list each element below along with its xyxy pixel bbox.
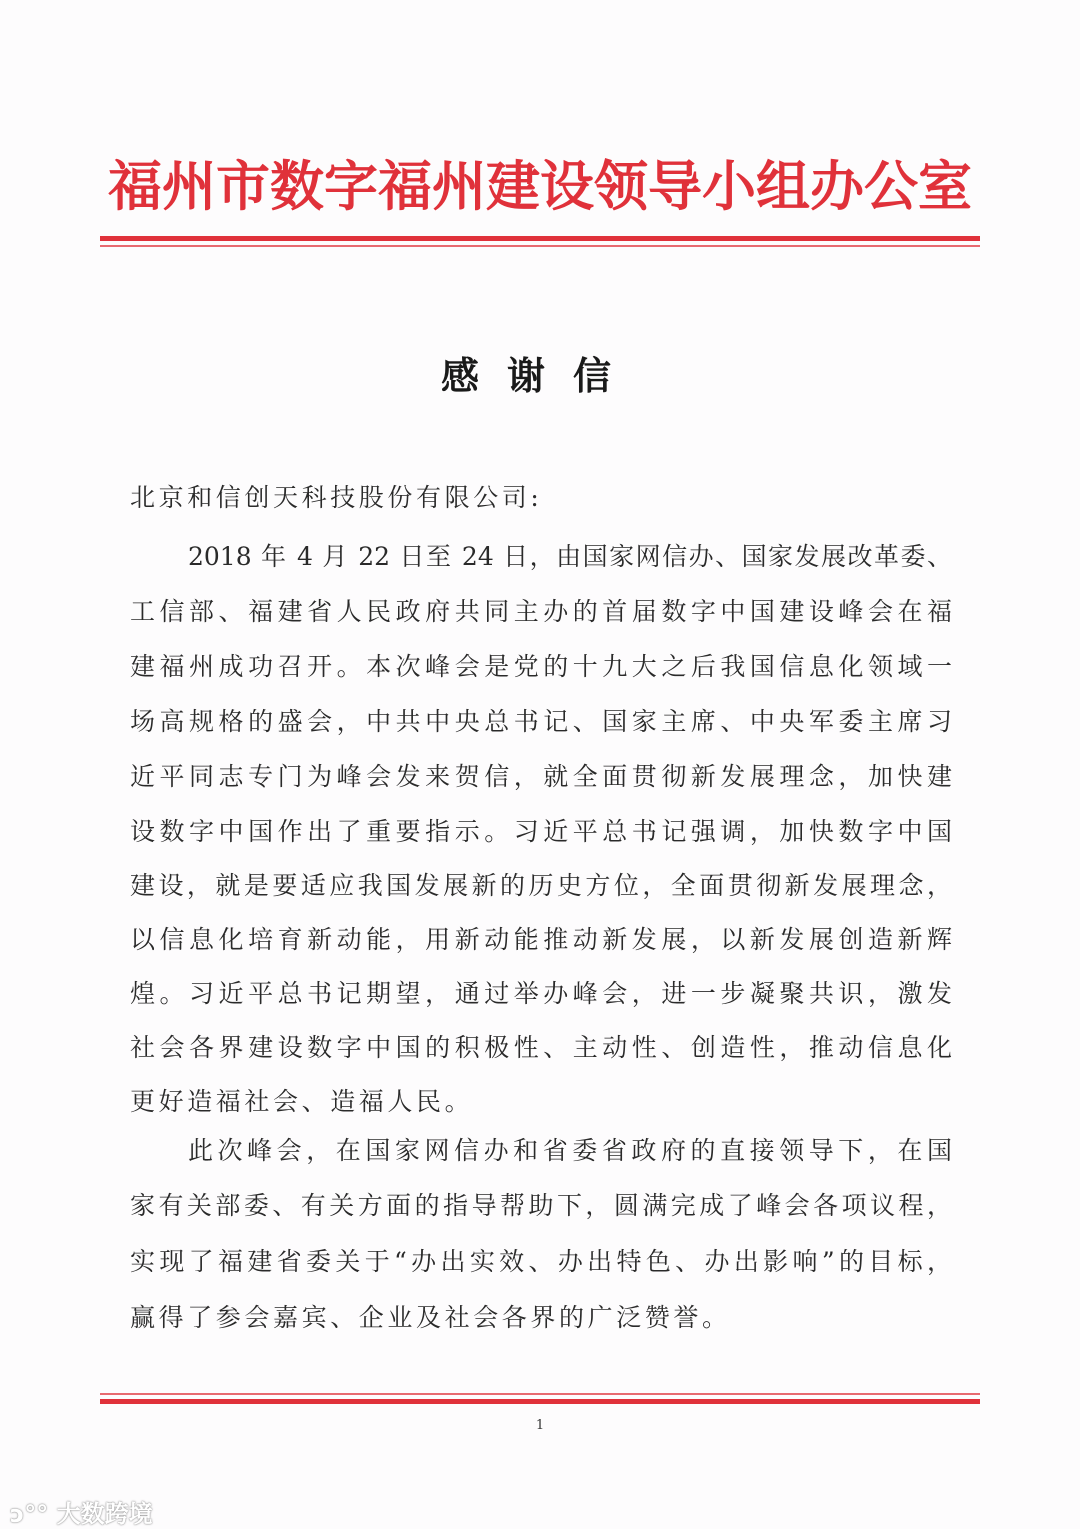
watermark-logo [10, 1494, 153, 1529]
logo-icon: ↄ°° [10, 1500, 57, 1528]
body-line: 场高规格的盛会，中共中央总书记、国家主席、中央军委主席习 [130, 707, 952, 736]
salutation: 北京和信创天科技股份有限公司: [130, 483, 543, 512]
page-number: 1 [535, 1418, 545, 1433]
body-line: 赢得了参会嘉宾、企业及社会各界的广泛赞誉。 [130, 1303, 731, 1332]
watermark-text: 大数跨境 [56, 1500, 153, 1528]
letterhead: 福州市数字福州建设领导小组办公室 [108, 154, 972, 218]
body-line: 更好造福社会、造福人民。 [130, 1087, 474, 1116]
body-line: 建设，就是要适应我国发展新的历史方位，全面贯彻新发展理念， [130, 871, 952, 900]
letter-title: 感谢信 [440, 353, 639, 398]
footer-rule-thin [100, 1393, 980, 1395]
body-line: 家有关部委、有关方面的指导帮助下，圆满完成了峰会各项议程， [130, 1191, 952, 1220]
body-line: 实现了福建省委关于“办出实效、办出特色、办出影响”的目标， [130, 1247, 952, 1276]
body-line: 近平同志专门为峰会发来贺信，就全面贯彻新发展理念，加快建 [130, 762, 952, 791]
body-line: 社会各界建设数字中国的积极性、主动性、创造性，推动信息化 [130, 1033, 952, 1062]
body-line: 工信部、福建省人民政府共同主办的首届数字中国建设峰会在福 [130, 597, 952, 626]
body-line: 建福州成功召开。本次峰会是党的十九大之后我国信息化领域一 [130, 652, 952, 681]
letterhead-rule-thin [100, 245, 980, 247]
letterhead-rule-thick [100, 236, 980, 241]
body-line: 煌。习近平总书记期望，通过举办峰会，进一步凝聚共识，激发 [130, 979, 952, 1008]
body-line: 此次峰会，在国家网信办和省委省政府的直接领导下，在国 [188, 1136, 952, 1165]
body-line: 以信息化培育新动能，用新动能推动新发展，以新发展创造新辉 [130, 925, 952, 954]
footer-rule-thick [100, 1399, 980, 1404]
body-line: 设数字中国作出了重要指示。习近平总书记强调，加快数字中国 [130, 817, 952, 846]
body-line: 2018 年 4 月 22 日至 24 日，由国家网信办、国家发展改革委、 [188, 542, 952, 571]
